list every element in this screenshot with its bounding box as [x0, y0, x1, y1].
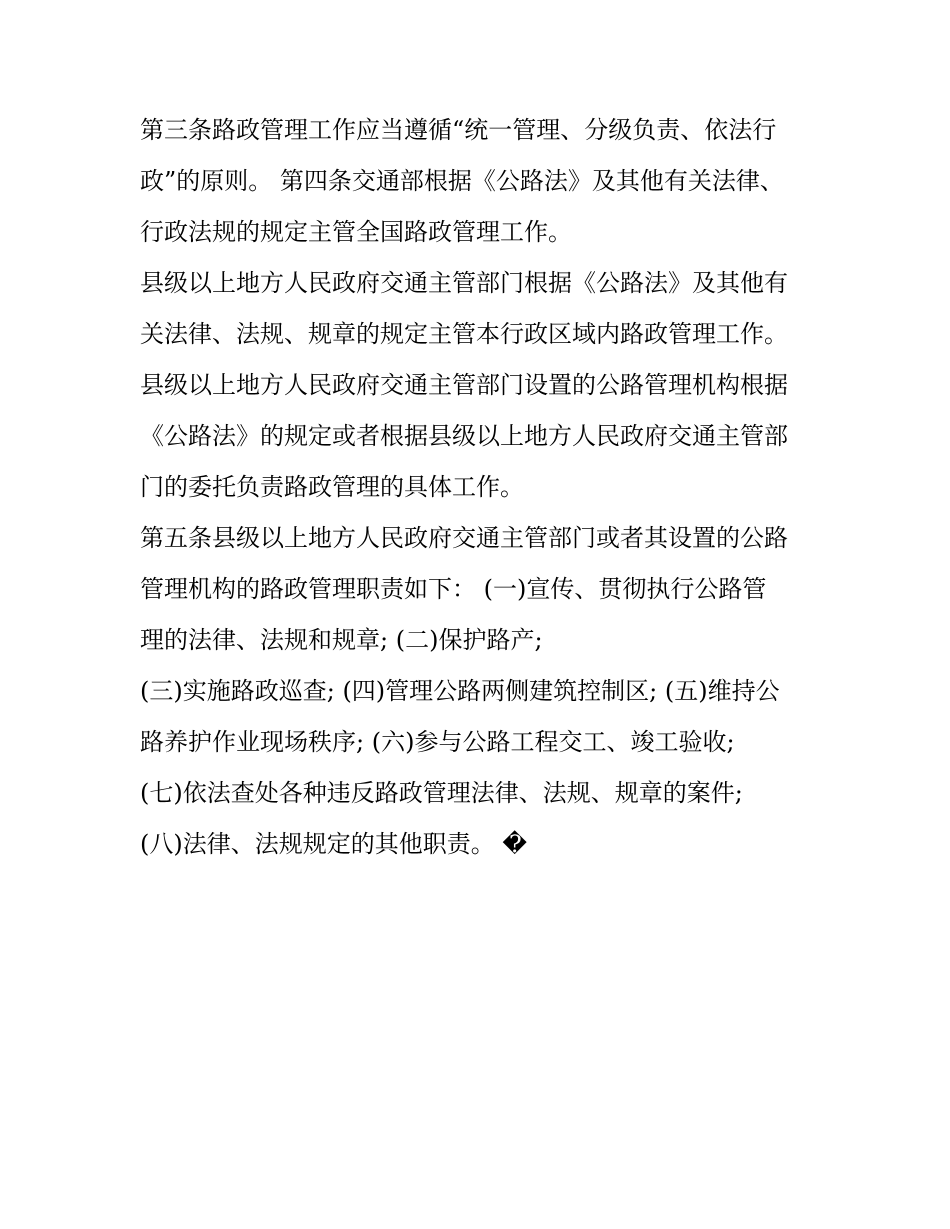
text-line: (八)法律、法规规定的其他职责。 � [140, 830, 527, 858]
paragraph-article-5 [140, 516, 820, 669]
text-line: 政”的原则。 第四条交通部根据《公路法》及其他有关法律、 [140, 167, 784, 195]
text-line: 关法律、法规、规章的规定主管本行政区域内路政管理工作。 [140, 320, 788, 348]
paragraph-duties-3-6 [140, 669, 820, 771]
paragraph-article-3-4 [140, 108, 820, 261]
text-line: (三)实施路政巡查; (四)管理公路两侧建筑控制区; (五)维持公 [140, 677, 780, 705]
paragraph-duty-8 [140, 822, 820, 873]
paragraph-road-agency [140, 363, 820, 516]
text-line: 门的委托负责路政管理的具体工作。 [140, 473, 524, 501]
document-body [140, 108, 820, 873]
text-line: 第五条县级以上地方人民政府交通主管部门或者其设置的公路 [140, 524, 788, 552]
text-line: 理的法律、法规和规章; (二)保护路产; [140, 626, 543, 654]
text-line: 县级以上地方人民政府交通主管部门设置的公路管理机构根据 [140, 371, 788, 399]
text-line: 县级以上地方人民政府交通主管部门根据《公路法》及其他有 [140, 269, 788, 297]
paragraph-county-authority [140, 261, 820, 363]
text-line: 管理机构的路政管理职责如下： (一)宣传、贯彻执行公路管 [140, 575, 767, 603]
text-line: (七)依法查处各种违反路政管理法律、法规、规章的案件; [140, 779, 743, 807]
text-line: 第三条路政管理工作应当遵循“统一管理、分级负责、依法行 [140, 116, 777, 144]
text-line: 行政法规的规定主管全国路政管理工作。 [140, 218, 572, 246]
text-line: 《公路法》的规定或者根据县级以上地方人民政府交通主管部 [140, 422, 788, 450]
text-line: 路养护作业现场秩序; (六)参与公路工程交工、竣工验收; [140, 728, 735, 756]
paragraph-duty-7 [140, 771, 820, 822]
